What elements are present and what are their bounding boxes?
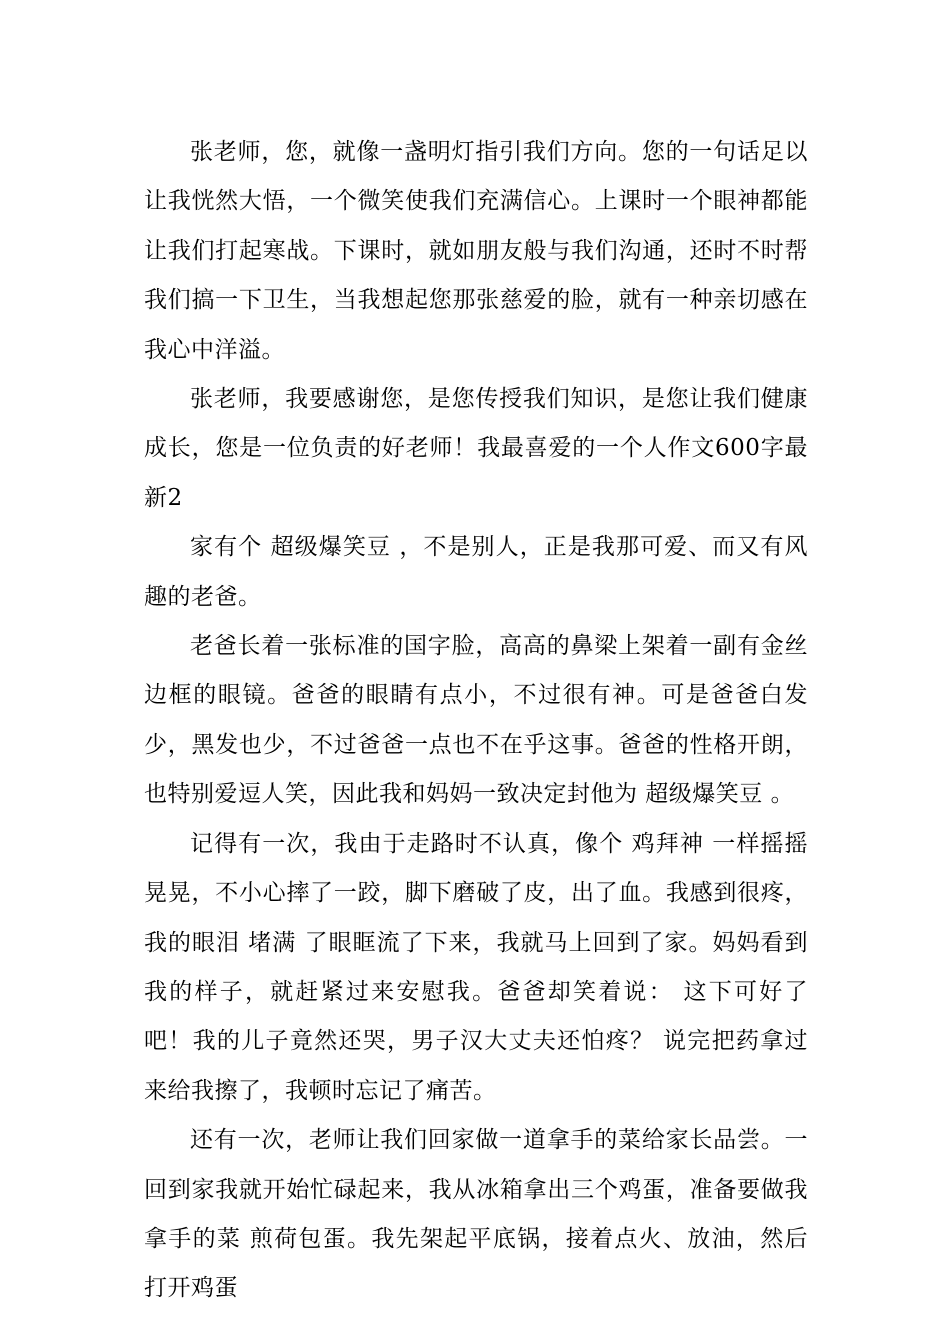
- paragraph-3: 家有个 超级爆笑豆 ，不是别人，正是我那可爱、而又有风趣的老爸。: [144, 534, 808, 610]
- paragraph-1: 张老师，您，就像一盏明灯指引我们方向。您的一句话足以让我恍然大悟，一个微笑使我们充满信心。上课时一个眼神都能让我们打起寒战。下课时，就如朋友般与我们沟通，还时不时帮我们搞一下卫生，当我想起您那张慈爱的脸，就有一种亲切感在我心中洋溢。: [144, 139, 808, 363]
- paragraph-6: 还有一次，老师让我们回家做一道拿手的菜给家长品尝。一回到家我就开始忙碌起来，我从冰箱拿出三个鸡蛋，准备要做我拿手的菜 煎荷包蛋。我先架起平底锅，接着点火、放油，然后打开鸡蛋: [144, 1127, 808, 1302]
- paragraph-4: 老爸长着一张标准的国字脸，高高的鼻梁上架着一副有金丝边框的眼镜。爸爸的眼睛有点小，不过很有神。可是爸爸白发少，黑发也少，不过爸爸一点也不在乎这事。爸爸的性格开朗，也特别爱逗人笑，因此我和妈妈一致决定封他为 超级爆笑豆 。: [144, 633, 808, 808]
- paragraph-5: 记得有一次，我由于走路时不认真，像个 鸡拜神 一样摇摇晃晃，不小心摔了一跤，脚下磨破了皮，出了血。我感到很疼，我的眼泪 堵满 了眼眶流了下来，我就马上回到了家。妈妈看到我的样子，就赶紧过来安慰我。爸爸却笑着说： 这下可好了吧！我的儿子竟然还哭，男子汉大丈夫还怕疼？ 说完把药拿过来给我擦了，我顿时忘记了痛苦。: [144, 830, 808, 1104]
- paragraph-2: 张老师，我要感谢您，是您传授我们知识，是您让我们健康成长，您是一位负责的好老师！我最喜爱的一个人作文600字最新2: [144, 386, 808, 511]
- document-body: [144, 128, 808, 1314]
